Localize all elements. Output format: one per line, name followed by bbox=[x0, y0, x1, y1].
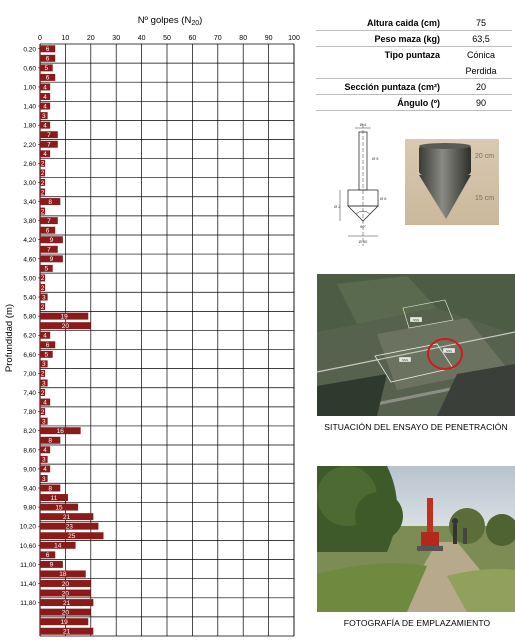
dimension-label: Ø 6 bbox=[380, 196, 387, 201]
bar-value-label: 19 bbox=[60, 313, 68, 321]
bar-value-label: 7 bbox=[47, 217, 51, 225]
bar-value-label: 21 bbox=[63, 628, 71, 636]
y-tick-label: 3,40 bbox=[23, 199, 36, 207]
y-tick-label: 7,80 bbox=[23, 409, 36, 417]
aerial-map bbox=[317, 274, 515, 416]
bar-value-label: 2 bbox=[40, 370, 45, 378]
bar-value-label: 4 bbox=[43, 399, 47, 407]
cone-tip-drawing bbox=[332, 120, 398, 252]
dimension-label: Ø 50 bbox=[358, 239, 368, 244]
bar-value-label: 8 bbox=[48, 198, 52, 206]
bar-value-label: 11 bbox=[50, 494, 58, 502]
y-tick-label: 11,40 bbox=[20, 580, 36, 588]
y-axis bbox=[20, 46, 40, 607]
y-tick-label: 11,00 bbox=[20, 561, 36, 569]
y-tick-label: 1,00 bbox=[23, 84, 36, 92]
property-label: Tipo puntaza bbox=[316, 47, 450, 63]
bar-value-label: 5 bbox=[44, 265, 49, 273]
property-value: Cónica bbox=[450, 47, 512, 63]
bar-value-label: 23 bbox=[65, 523, 73, 531]
bar-value-label: 5 bbox=[44, 351, 49, 359]
map-label: SSS bbox=[445, 349, 453, 353]
property-value: 90 bbox=[450, 95, 512, 111]
bar-value-label: 16 bbox=[56, 428, 64, 436]
y-tick-label: 0,20 bbox=[23, 46, 36, 54]
y-tick-label: 3,80 bbox=[23, 218, 36, 226]
y-tick-label: 1,80 bbox=[23, 122, 36, 130]
bar-value-label: 6 bbox=[45, 552, 50, 560]
y-tick-label: 10,20 bbox=[19, 523, 36, 531]
y-tick-label: 4,60 bbox=[23, 256, 36, 264]
y-tick-label: 5,40 bbox=[23, 294, 36, 302]
x-tick-label: 30 bbox=[112, 35, 121, 42]
bar-value-label: 3 bbox=[41, 380, 46, 388]
dimension-label: 90° bbox=[359, 224, 367, 229]
y-tick-label: 2,60 bbox=[23, 160, 36, 168]
bar-value-label: 2 bbox=[40, 179, 45, 187]
bar-value-label: 3 bbox=[41, 361, 46, 369]
bar-value-label: 2 bbox=[40, 160, 45, 168]
bar-value-label: 20 bbox=[61, 322, 70, 330]
property-value: Perdida bbox=[450, 63, 512, 79]
cone-tip-photo bbox=[405, 139, 499, 225]
y-tick-label: 8,20 bbox=[23, 428, 36, 436]
map-label: SSS bbox=[412, 318, 420, 322]
bar-value-label: 6 bbox=[45, 74, 50, 82]
y-axis-label: Profundidad (m) bbox=[4, 303, 15, 373]
y-tick-label: 10,60 bbox=[19, 542, 36, 550]
y-tick-label: 5,80 bbox=[23, 313, 36, 321]
x-tick-label: 40 bbox=[137, 35, 146, 42]
y-tick-label: 0,60 bbox=[23, 65, 36, 73]
bar-value-label: 5 bbox=[44, 65, 49, 73]
property-value: 20 bbox=[450, 79, 512, 95]
x-tick-label: 70 bbox=[213, 35, 222, 42]
y-tick-label: 9,00 bbox=[23, 466, 36, 474]
y-tick-label: 7,00 bbox=[23, 370, 36, 378]
x-tick-label: 50 bbox=[163, 35, 171, 42]
bar-value-label: 8 bbox=[48, 485, 52, 493]
property-value: 75 bbox=[450, 15, 512, 31]
bar-value-label: 18 bbox=[59, 571, 67, 579]
dimension-label: Ø 5 bbox=[372, 156, 379, 161]
site-photo bbox=[317, 466, 515, 612]
location-caption: SITUACIÓN DEL ENSAYO DE PENETRACIÓN bbox=[324, 422, 508, 432]
bar-value-label: 2 bbox=[40, 170, 45, 178]
bar-value-label: 4 bbox=[43, 151, 47, 159]
bar-value-label: 7 bbox=[47, 132, 51, 140]
property-row bbox=[316, 79, 512, 95]
bar-value-label: 2 bbox=[40, 275, 45, 283]
photo-caption: FOTOGRAFÍA DE EMPLAZAMIENTO bbox=[343, 618, 491, 628]
bar-value-label: 20 bbox=[61, 580, 70, 588]
x-tick-label: 10 bbox=[61, 35, 70, 42]
x-axis bbox=[38, 35, 300, 42]
chart-grid bbox=[40, 44, 294, 636]
bar-value-label: 2 bbox=[40, 303, 45, 311]
chart-title: Nº golpes $(N_{20})$ bbox=[137, 15, 203, 27]
y-tick-label: 4,20 bbox=[23, 237, 36, 245]
bar-value-label: 7 bbox=[47, 246, 51, 254]
bar-value-label: 20 bbox=[61, 590, 70, 598]
property-row bbox=[316, 47, 512, 63]
bar-value-label: 3 bbox=[41, 475, 46, 483]
photo-label: 15 cm bbox=[475, 195, 495, 202]
bar-value-label: 2 bbox=[40, 189, 45, 197]
x-tick-label: 0 bbox=[38, 35, 42, 42]
y-tick-label: 3,00 bbox=[23, 179, 36, 187]
bar-value-label: 4 bbox=[43, 93, 47, 101]
bar-value-label: 21 bbox=[63, 513, 71, 521]
bar-value-label: 3 bbox=[41, 456, 46, 464]
property-label: Sección puntaza (cm²) bbox=[316, 79, 450, 95]
y-tick-label: 8,60 bbox=[23, 447, 36, 455]
x-tick-label: 60 bbox=[188, 35, 197, 42]
bar-value-label: 2 bbox=[40, 284, 45, 292]
bar-value-label: 2 bbox=[40, 208, 45, 216]
photo-label: 20 cm bbox=[475, 153, 495, 160]
property-row bbox=[316, 63, 512, 79]
bar-value-label: 19 bbox=[60, 618, 68, 626]
bar-value-label: 14 bbox=[54, 542, 62, 550]
property-label: Ángulo (º) bbox=[316, 95, 450, 111]
y-tick-label: 1,40 bbox=[23, 103, 36, 111]
bar-value-label: 25 bbox=[68, 533, 76, 541]
y-tick-label: 2,20 bbox=[23, 141, 36, 149]
bar-value-label: 4 bbox=[43, 84, 47, 92]
dimension-label: Ø 2 bbox=[334, 204, 341, 209]
bar-value-label: 2 bbox=[40, 408, 45, 416]
bar-value-label: 3 bbox=[41, 418, 46, 426]
x-tick-label: 100 bbox=[288, 35, 300, 42]
y-tick-label: 6,60 bbox=[23, 351, 36, 359]
y-tick-label: 9,80 bbox=[23, 504, 36, 512]
bar-series bbox=[40, 45, 104, 635]
test-properties-table bbox=[316, 15, 512, 111]
bar-value-label: 9 bbox=[49, 561, 54, 569]
property-row bbox=[316, 31, 512, 47]
bar-value-label: 7 bbox=[47, 141, 51, 149]
bar-value-label: 3 bbox=[41, 112, 46, 120]
bar-value-label: 6 bbox=[45, 55, 50, 63]
property-label bbox=[316, 63, 450, 79]
x-tick-label: 80 bbox=[239, 35, 248, 42]
x-tick-label: 90 bbox=[264, 35, 273, 42]
bar-value-label: 4 bbox=[43, 332, 47, 340]
bar-value-label: 4 bbox=[43, 122, 47, 130]
y-tick-label: 5,00 bbox=[23, 275, 36, 283]
y-tick-label: 6,20 bbox=[23, 332, 36, 340]
property-label: Altura caida (cm) bbox=[316, 15, 450, 31]
y-tick-label: 9,40 bbox=[23, 485, 36, 493]
bar-value-label: 6 bbox=[45, 46, 50, 54]
x-tick-label: 20 bbox=[86, 35, 95, 42]
property-row bbox=[316, 15, 512, 31]
bar-value-label: 9 bbox=[49, 237, 54, 245]
bar-value-label: 2 bbox=[40, 389, 45, 397]
y-tick-label: 7,40 bbox=[23, 390, 36, 398]
bar-value-label: 8 bbox=[48, 437, 52, 445]
bar-value-label: 9 bbox=[49, 256, 54, 264]
dimension-label: Ø 4 bbox=[359, 122, 367, 127]
bar-value-label: 4 bbox=[43, 447, 47, 455]
bar-value-label: 4 bbox=[43, 103, 47, 111]
bar-value-label: 6 bbox=[45, 227, 50, 235]
bar-value-label: 3 bbox=[41, 294, 46, 302]
bar-value-label: 15 bbox=[55, 504, 63, 512]
property-row bbox=[316, 95, 512, 111]
bar-value-label: 21 bbox=[63, 599, 71, 607]
property-label: Peso maza (kg) bbox=[316, 31, 450, 47]
bar-value-label: 20 bbox=[61, 609, 70, 617]
property-value: 63,5 bbox=[450, 31, 512, 47]
y-tick-label: 11,80 bbox=[20, 600, 36, 608]
bar-value-label: 6 bbox=[45, 342, 50, 350]
map-label: SSS bbox=[401, 358, 409, 362]
bar-value-label: 4 bbox=[43, 466, 47, 474]
